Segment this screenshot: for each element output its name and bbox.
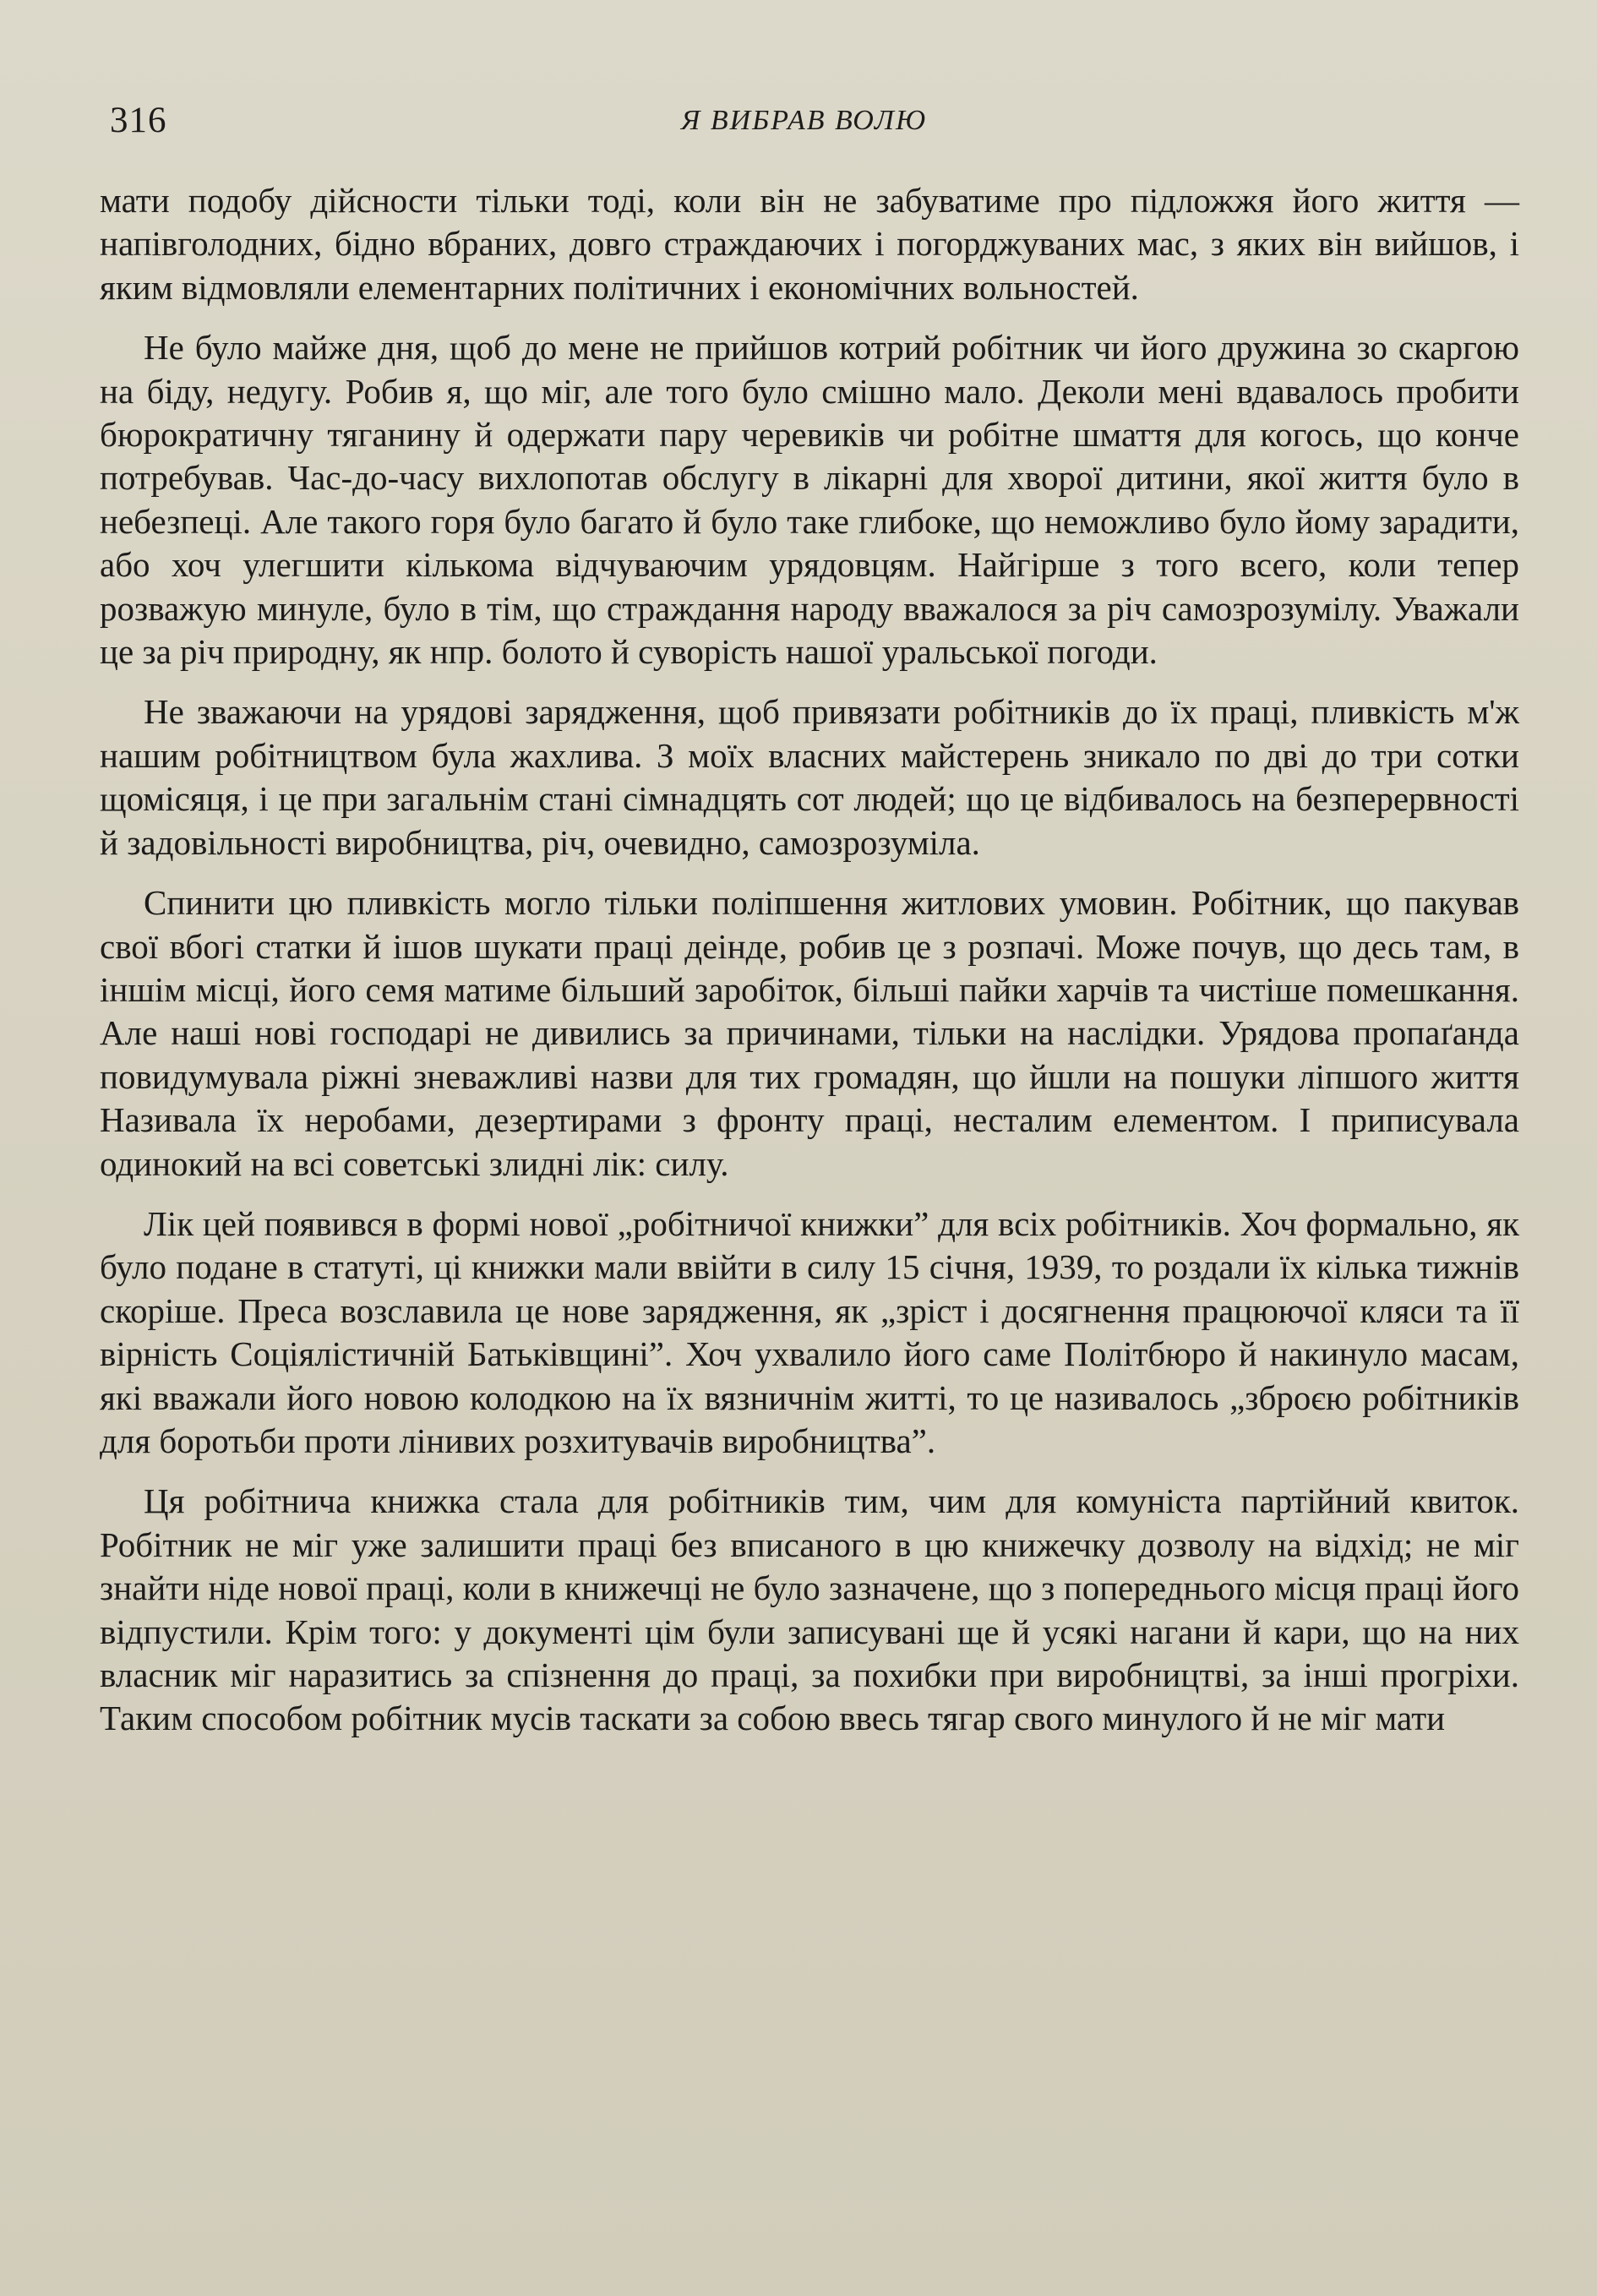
page-number: 316 <box>110 101 167 140</box>
paragraph-6: Ця робітнича книжка стала для робітників тим, чим для комуніста партійний квиток. Робітник не міг уже залишити праці без вписаного в цю книжечку дозволу на відхід; не міг знайти ніде нової праці, коли в книжечці не було зазначене, що з попереднього місця праці його відпустили. Крім того: у документі цім були записувані ще й усякі нагани й кари, що на них власник міг наразитись за спізнення до праці, за похибки при виробництві, за інші прогріхи. Таким способом робітник мусів таскати за собою ввесь тягар свого минулого й не міг мати <box>100 1481 1519 1738</box>
paragraph-5: Лік цей появився в формі нової „робітничої книжки” для всіх робітників. Хоч формально, як було подане в статуті, ці книжки мали ввійти в силу 15 січня, 1939, то роздали їх кілька тижнів скоріше. Преса возславила це нове зарядження, як „зріст і досягнення працюючої кляси та її вірність Соціялістичній Батьківщині”. Хоч ухвалило його саме Політбюро й накинуло масам, які вважали його новою колодкою на їх вязничнім житті, то це називалось „зброєю робітників для боротьби проти лінивих розхитувачів виробництва”. <box>100 1203 1519 1460</box>
paragraph-1: мати подобу дійсности тільки тоді, коли він не забуватиме про підложжя його життя — напівголодних, бідно вбраних, довго страждаючих і погорджуваних мас, з яких він вийшов, і яким відмовляли елементарних політичних і економічних вольностей. <box>100 181 1519 307</box>
paragraph-3: Не зважаючи на урядові зарядження, щоб привязати робітників до їх праці, пливкість м'ж нашим робітництвом була жахлива. З моїх власних майстерень зникало по дві до три сотки щомісяця, і це при загальнім стані сімнадцять сот людей; що це відбивалось на безперервності й задовільності виробництва, річ, очевидно, самозрозуміла. <box>100 692 1519 862</box>
running-title: Я ВИБРАВ ВОЛЮ <box>681 105 928 136</box>
page-header <box>110 100 1529 150</box>
paragraph-4: Спинити цю пливкість могло тільки поліпшення житлових умовин. Робітник, що пакував свої вбогі статки й ішов шукати праці деінде, робив це з розпачі. Може почув, що десь там, в іншім місці, його семя матиме більший заробіток, більші пайки харчів та чистіше помешкання. Але наші нові господарі не дивились за причинами, тільки на наслідки. Урядова пропаґанда повидумувала ріжні зневажливі назви для тих громадян, що йшли на пошуки ліпшого життя Називала їх неробами, дезертирами з фронту праці, несталим елементом. І приписувала одинокий на всі советські злидні лік: силу. <box>100 883 1519 1183</box>
paragraph-2: Не було майже дня, щоб до мене не прийшов котрий робітник чи його дружина зо скаргою на біду, недугу. Робив я, що міг, але того було смішно мало. Деколи мені вдавалось пробити бюрократичну тяганину й одержати пару черевиків чи робітне шмаття для когось, що конче потребував. Час-до-часу вихлопотав обслугу в лікарні для хворої дитини, якої життя було в небезпеці. Але такого горя було багато й було таке глибоке, що неможливо було йому зарадити, або хоч улегшити кількома відчуваючим урядовцям. Найгірше з того всего, коли тепер розважую минуле, було в тім, що страждання народу вважалося за річ самозрозумілу. Уважали це за річ природну, як нпр. болото й суворість нашої уральської погоди. <box>100 328 1519 672</box>
body-text <box>100 179 1519 1758</box>
